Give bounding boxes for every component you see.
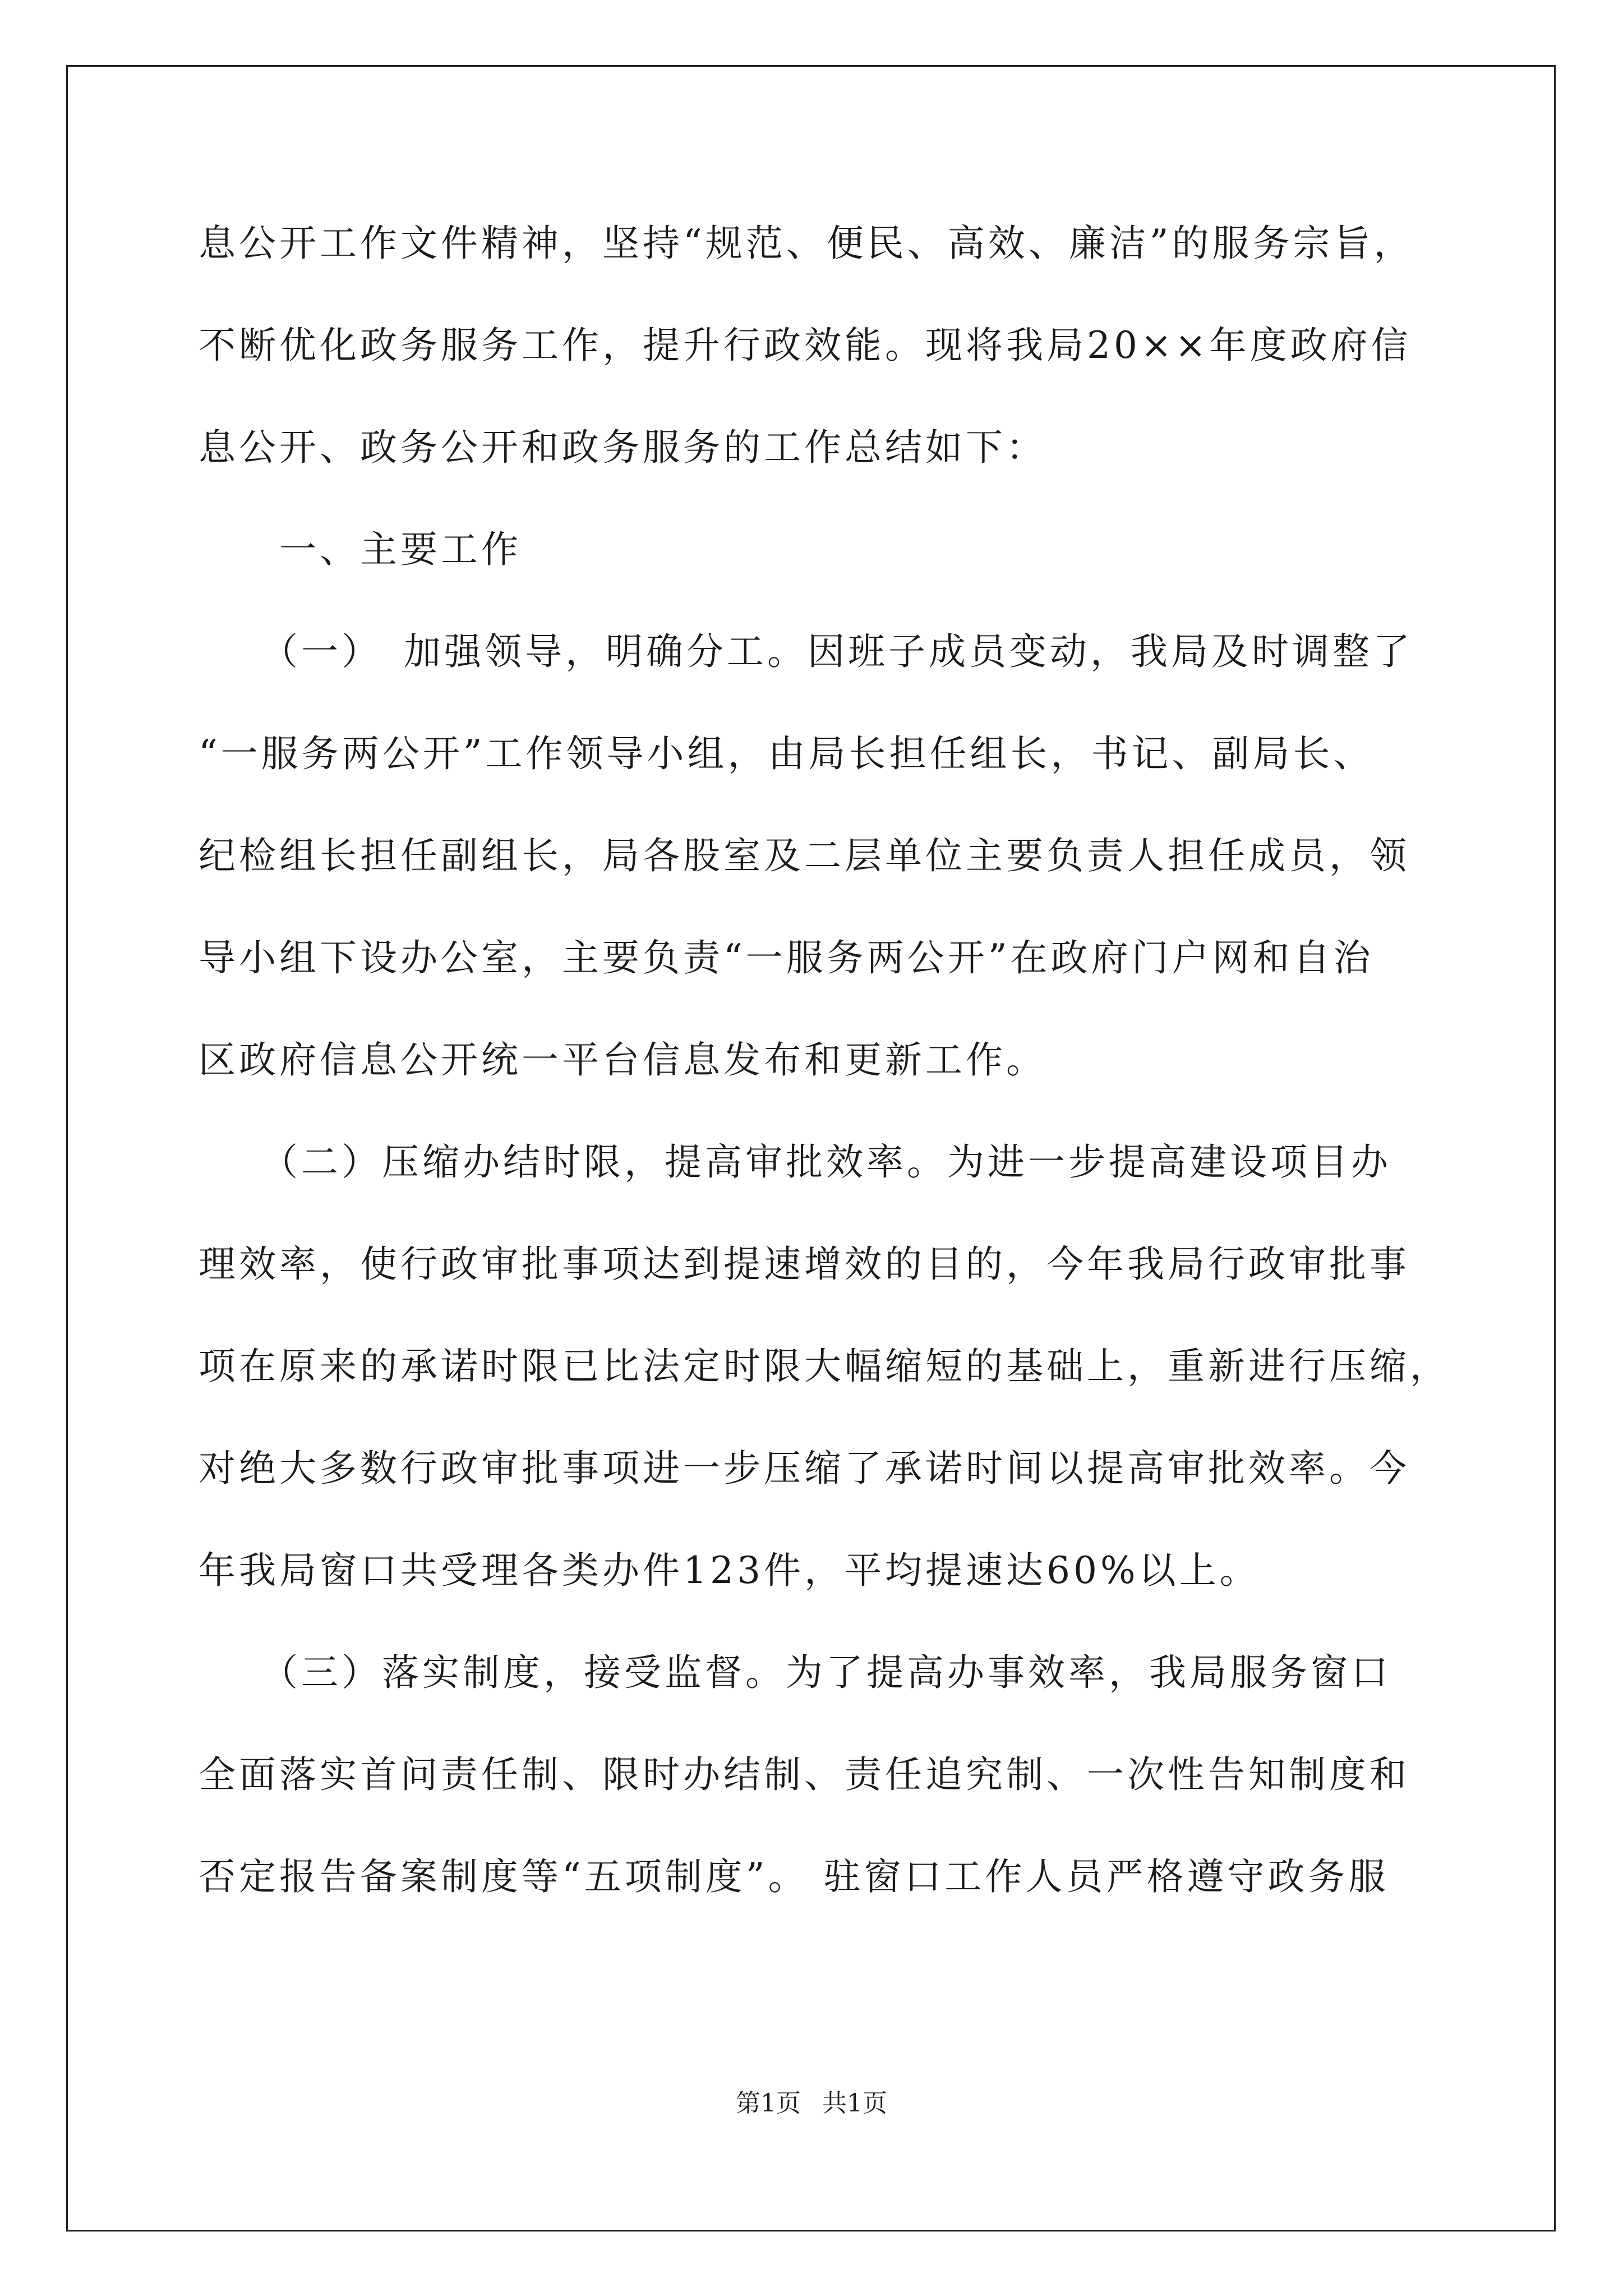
page-footer — [0, 2088, 1623, 2119]
body-line-9: 区政府信息公开统一平台信息发布和更新工作。 — [199, 1038, 1046, 1082]
body-line-15: （三）落实制度，接受监督。为了提高办事效率，我局服务窗口 — [199, 1651, 1391, 1694]
body-line-8: 导小组下设办公室，主要负责“一服务两公开”在政府门户网和自治 — [199, 936, 1374, 979]
body-line-7: 纪检组长担任副组长，局各股室及二层单位主要负责人担任成员，领 — [199, 834, 1410, 877]
body-line-6: “一服务两公开”工作领导小组，由局长担任组长，书记、副局长、 — [199, 732, 1374, 775]
body-line-13: 对绝大多数行政审批事项进一步压缩了承诺时间以提高审批效率。今 — [199, 1447, 1410, 1490]
body-line-1: 息公开工作文件精神，坚持“规范、便民、高效、廉洁”的服务宗旨， — [199, 222, 1414, 265]
body-line-5: （一） 加强领导，明确分工。因班子成员变动，我局及时调整了 — [199, 630, 1413, 673]
page-total: 共1页 — [822, 2089, 887, 2118]
body-line-3: 息公开、政务公开和政务服务的工作总结如下： — [199, 426, 1046, 469]
page-number: 第1页 — [736, 2089, 801, 2118]
body-line-14: 年我局窗口共受理各类办件123件，平均提速达60%以上。 — [199, 1549, 1260, 1592]
body-line-11: 理效率，使行政审批事项达到提速增效的目的，今年我局行政审批事 — [199, 1243, 1410, 1286]
body-line-17: 否定报告备案制度等“五项制度”。 驻窗口工作人员严格遵守政务服 — [199, 1855, 1389, 1898]
body-line-12: 项在原来的承诺时限已比法定时限大幅缩短的基础上，重新进行压缩， — [199, 1345, 1450, 1388]
body-line-16: 全面落实首问责任制、限时办结制、责任追究制、一次性告知制度和 — [199, 1753, 1410, 1796]
body-line-10: （二）压缩办结时限，提高审批效率。为进一步提高建设项目办 — [199, 1140, 1391, 1184]
section-heading-main-work: 一、主要工作 — [199, 528, 522, 571]
body-line-2: 不断优化政务服务工作，提升行政效能。现将我局20××年度政府信 — [199, 324, 1412, 367]
